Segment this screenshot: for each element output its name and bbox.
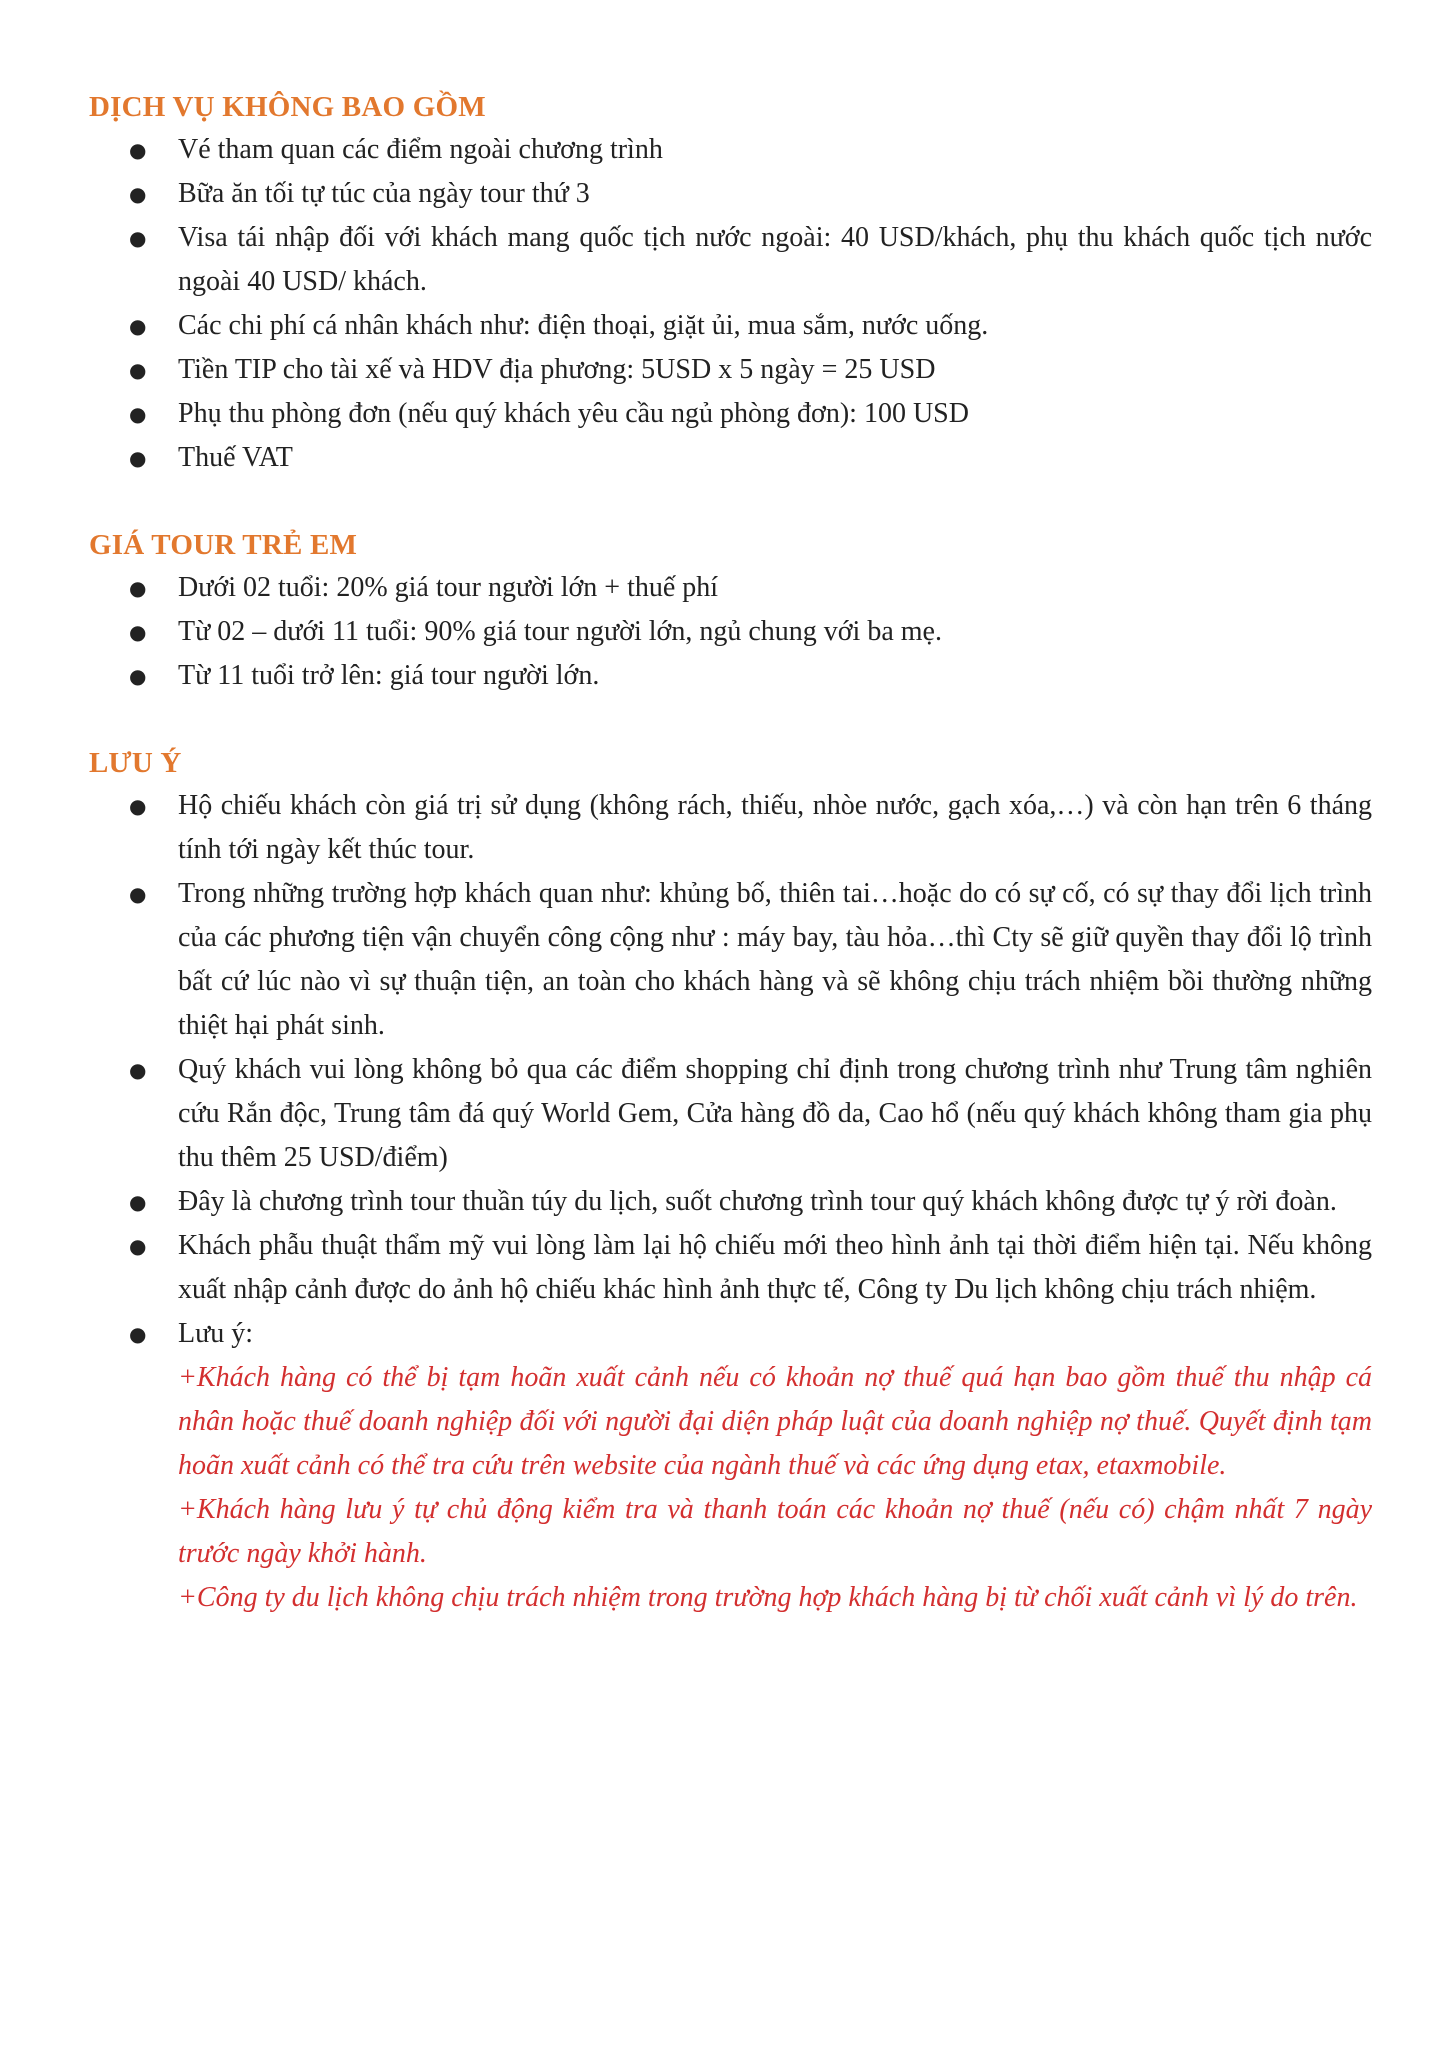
list-item xyxy=(89,654,1372,698)
list-item xyxy=(89,348,1372,392)
bullet-icon: ● xyxy=(129,1058,147,1082)
bullet-icon: ● xyxy=(129,664,147,688)
list-item xyxy=(89,216,1372,304)
bullet-icon: ● xyxy=(129,1322,147,1346)
list-item xyxy=(89,172,1372,216)
bullet-icon: ● xyxy=(129,138,147,162)
bullet-list xyxy=(89,784,1372,1620)
bullet-icon: ● xyxy=(129,446,147,470)
list-item xyxy=(89,610,1372,654)
list-item-text: Vé tham quan các điểm ngoài chương trình xyxy=(178,134,663,165)
list-item xyxy=(89,784,1372,872)
tax-note: +Công ty du lịch không chịu trách nhiệm trong trường hợp khách hàng bị từ chối xuất cảnh vì lý do trên. xyxy=(178,1582,1358,1613)
bullet-icon: ● xyxy=(129,794,147,818)
list-item xyxy=(89,304,1372,348)
list-item-text: Từ 02 – dưới 11 tuổi: 90% giá tour người lớn, ngủ chung với ba mẹ. xyxy=(178,616,942,647)
tax-note: +Khách hàng lưu ý tự chủ động kiểm tra và thanh toán các khoản nợ thuế (nếu có) chậm nhất 7 ngày trước ngày khởi hành. xyxy=(178,1494,1372,1569)
tax-note: +Khách hàng có thể bị tạm hoãn xuất cảnh nếu có khoản nợ thuế quá hạn bao gồm thuế thu nhập cá nhân hoặc thuế doanh nghiệp đối với người đại diện pháp luật của doanh nghiệp nợ thuế. Quyết định tạm hoãn xuất cảnh có thể tra cứu trên website của ngành thuế và các ứng dụng etax, etaxmobile. xyxy=(178,1362,1372,1481)
section-excluded-services xyxy=(89,86,1372,480)
list-item xyxy=(89,1180,1372,1224)
list-item xyxy=(89,128,1372,172)
list-item xyxy=(89,1312,1372,1620)
list-item-text: Hộ chiếu khách còn giá trị sử dụng (không rách, thiếu, nhòe nước, gạch xóa,…) và còn hạn trên 6 tháng tính tới ngày kết thúc tour. xyxy=(178,790,1372,865)
list-item-text: Thuế VAT xyxy=(178,442,293,473)
list-item xyxy=(89,1224,1372,1312)
bullet-icon: ● xyxy=(129,182,147,206)
list-item-text: Visa tái nhập đối với khách mang quốc tịch nước ngoài: 40 USD/khách, phụ thu khách quốc tịch nước ngoài 40 USD/ khách. xyxy=(178,222,1372,297)
bullet-icon: ● xyxy=(129,1190,147,1214)
section-heading: DỊCH VỤ KHÔNG BAO GỒM xyxy=(89,91,486,123)
list-item-text: Khách phẫu thuật thẩm mỹ vui lòng làm lại hộ chiếu mới theo hình ảnh tại thời điểm hiện tại. Nếu không xuất nhập cảnh được do ảnh hộ chiếu khác hình ảnh thực tế, Công ty Du lịch không chịu trách nhiệm. xyxy=(178,1230,1372,1305)
bullet-icon: ● xyxy=(129,226,147,250)
list-item xyxy=(89,436,1372,480)
bullet-icon: ● xyxy=(129,576,147,600)
list-item xyxy=(89,392,1372,436)
list-item-text: Lưu ý: xyxy=(178,1318,254,1349)
list-item-text: Các chi phí cá nhân khách như: điện thoại, giặt ủi, mua sắm, nước uống. xyxy=(178,310,989,341)
bullet-icon: ● xyxy=(129,358,147,382)
bullet-icon: ● xyxy=(129,882,147,906)
bullet-icon: ● xyxy=(129,620,147,644)
list-item-text: Đây là chương trình tour thuần túy du lịch, suốt chương trình tour quý khách không được tự ý rời đoàn. xyxy=(178,1186,1337,1217)
list-item-text: Tiền TIP cho tài xế và HDV địa phương: 5USD x 5 ngày = 25 USD xyxy=(178,354,936,385)
list-item-text: Trong những trường hợp khách quan như: khủng bố, thiên tai…hoặc do có sự cố, có sự thay đổi lịch trình của các phương tiện vận chuyển công cộng như : máy bay, tàu hỏa…thì Cty sẽ giữ quyền thay đổi lộ trình bất cứ lúc nào vì sự thuận tiện, an toàn cho khách hàng và sẽ không chịu trách nhiệm bồi thường những thiệt hại phát sinh. xyxy=(178,878,1372,1041)
list-item-text: Quý khách vui lòng không bỏ qua các điểm shopping chỉ định trong chương trình như Trung tâm nghiên cứu Rắn độc, Trung tâm đá quý World Gem, Cửa hàng đồ da, Cao hổ (nếu quý khách không tham gia phụ thu thêm 25 USD/điểm) xyxy=(178,1054,1372,1173)
section-heading: LƯU Ý xyxy=(89,747,182,779)
list-item xyxy=(89,872,1372,1048)
bullet-icon: ● xyxy=(129,314,147,338)
list-item-text: Phụ thu phòng đơn (nếu quý khách yêu cầu ngủ phòng đơn): 100 USD xyxy=(178,398,969,429)
bullet-list xyxy=(89,128,1372,480)
section-heading: GIÁ TOUR TRẺ EM xyxy=(89,529,358,561)
bullet-icon: ● xyxy=(129,402,147,426)
list-item-text: Bữa ăn tối tự túc của ngày tour thứ 3 xyxy=(178,178,590,209)
bullet-list xyxy=(89,566,1372,698)
section-child-price xyxy=(89,524,1372,698)
list-item-text: Từ 11 tuổi trở lên: giá tour người lớn. xyxy=(178,660,600,691)
list-item xyxy=(89,566,1372,610)
bullet-icon: ● xyxy=(129,1234,147,1258)
list-item-text: Dưới 02 tuổi: 20% giá tour người lớn + thuế phí xyxy=(178,572,719,603)
section-notes xyxy=(89,742,1372,1620)
list-item xyxy=(89,1048,1372,1180)
